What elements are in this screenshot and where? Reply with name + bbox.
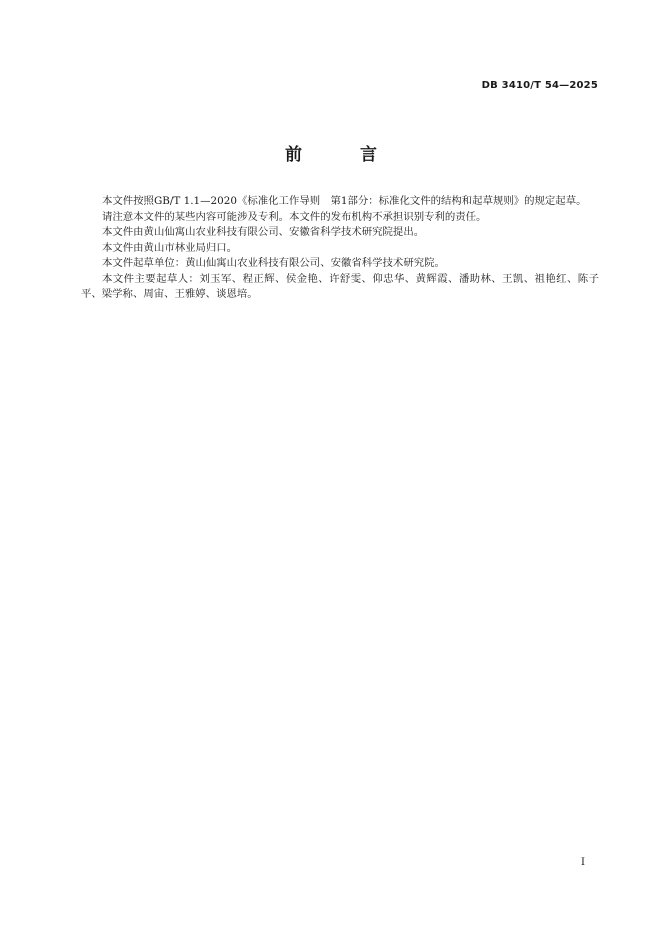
page-title: 前 言 <box>285 145 403 165</box>
paragraph-patent-notice: 请注意本文件的某些内容可能涉及专利。本文件的发布机构不承担识别专利的责任。 <box>102 210 487 223</box>
paragraph-drafters: 本文件主要起草人：刘玉军、程正辉、侯金艳、许舒雯、仰忠华、黄辉霞、潘助林、王凯、祖艳红、陈子平、梁学称、周宙、王雅婷、谈恩培。 <box>81 272 599 300</box>
foreword-body <box>81 194 599 303</box>
paragraph-administrator: 本文件由黄山市林业局归口。 <box>102 241 238 254</box>
paragraph-proposer: 本文件由黄山仙寓山农业科技有限公司、安徽省科学技术研究院提出。 <box>102 226 425 238</box>
document-code: DB 3410/T 54—2025 <box>481 80 598 91</box>
paragraph-drafting-rules: 本文件按照GB/T 1.1—2020《标准化工作导则 第1部分：标准化文件的结构和起草规则》的规定起草。 <box>102 195 587 207</box>
page-number: I <box>581 857 585 868</box>
paragraph-drafting-units: 本文件起草单位：黄山仙寓山农业科技有限公司、安徽省科学技术研究院。 <box>102 257 445 269</box>
